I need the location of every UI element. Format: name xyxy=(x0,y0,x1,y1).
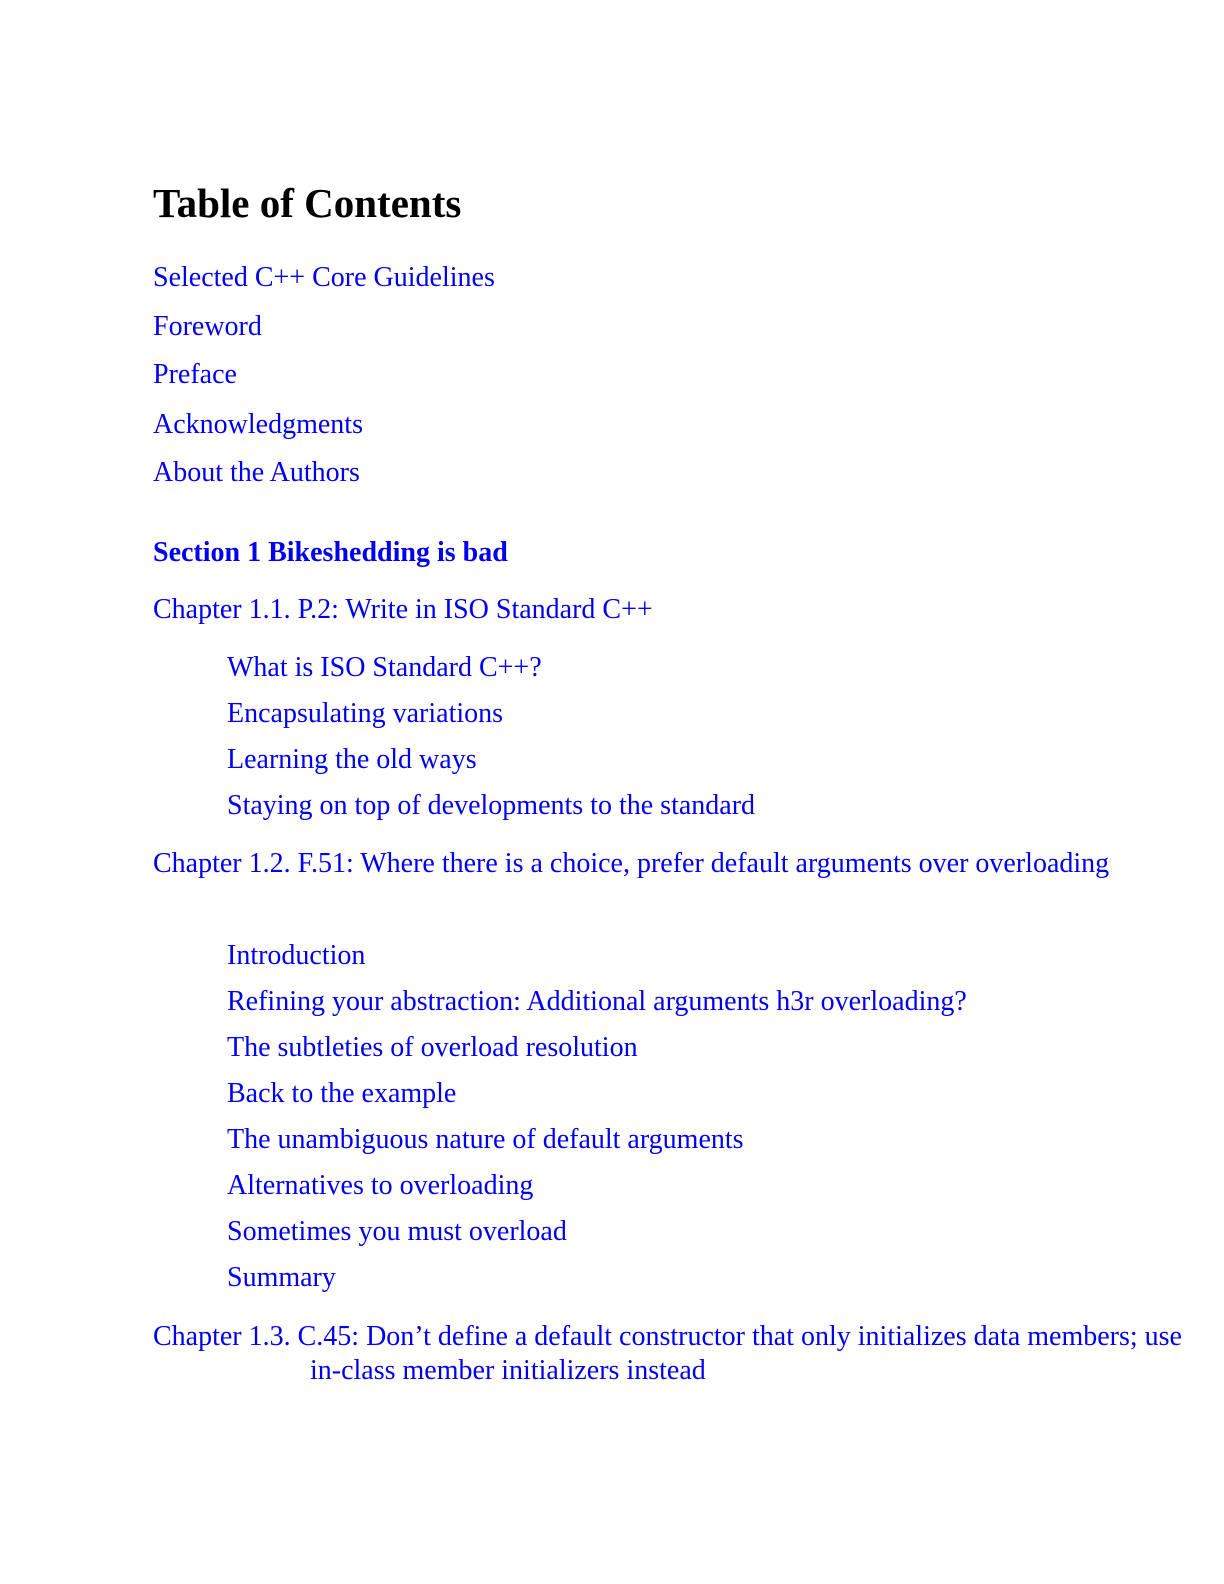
toc-link-chapter-1-2[interactable]: Chapter 1.2. F.51: Where there is a choice, prefer default arguments over overloading xyxy=(153,848,1110,879)
toc-link-summary[interactable]: Summary xyxy=(227,1262,336,1293)
toc-link-learning-old-ways[interactable]: Learning the old ways xyxy=(227,744,477,775)
toc-link-back-to-example[interactable]: Back to the example xyxy=(227,1078,457,1109)
toc-link-chapter-1-1[interactable]: Chapter 1.1. P.2: Write in ISO Standard C++ xyxy=(153,594,653,625)
toc-link-foreword[interactable]: Foreword xyxy=(153,311,262,342)
toc-link-about-authors[interactable]: About the Authors xyxy=(153,457,360,488)
toc-link-must-overload[interactable]: Sometimes you must overload xyxy=(227,1216,567,1247)
toc-link-section-1[interactable]: Section 1 Bikeshedding is bad xyxy=(153,537,508,568)
toc-heading: Table of Contents xyxy=(153,180,462,226)
toc-link-encapsulating-variations[interactable]: Encapsulating variations xyxy=(227,698,504,729)
toc-link-chapter-1-3[interactable]: Chapter 1.3. C.45: Don’t define a default constructor that only initializes data members; use in-class member initializers instead xyxy=(153,1321,1182,1386)
toc-link-staying-on-top[interactable]: Staying on top of developments to the standard xyxy=(227,790,756,821)
toc-link-acknowledgments[interactable]: Acknowledgments xyxy=(153,409,363,440)
toc-link-selected-guidelines[interactable]: Selected C++ Core Guidelines xyxy=(153,262,495,293)
toc-link-alternatives-overloading[interactable]: Alternatives to overloading xyxy=(227,1170,534,1201)
toc-link-refining-abstraction[interactable]: Refining your abstraction: Additional arguments h3r overloading? xyxy=(227,986,967,1017)
toc-link-overload-resolution[interactable]: The subtleties of overload resolution xyxy=(227,1032,638,1063)
toc-link-introduction[interactable]: Introduction xyxy=(227,940,366,971)
toc-link-preface[interactable]: Preface xyxy=(153,359,237,390)
toc-link-what-is-iso[interactable]: What is ISO Standard C++? xyxy=(227,652,542,683)
toc-link-unambiguous-defaults[interactable]: The unambiguous nature of default arguments xyxy=(227,1124,744,1155)
